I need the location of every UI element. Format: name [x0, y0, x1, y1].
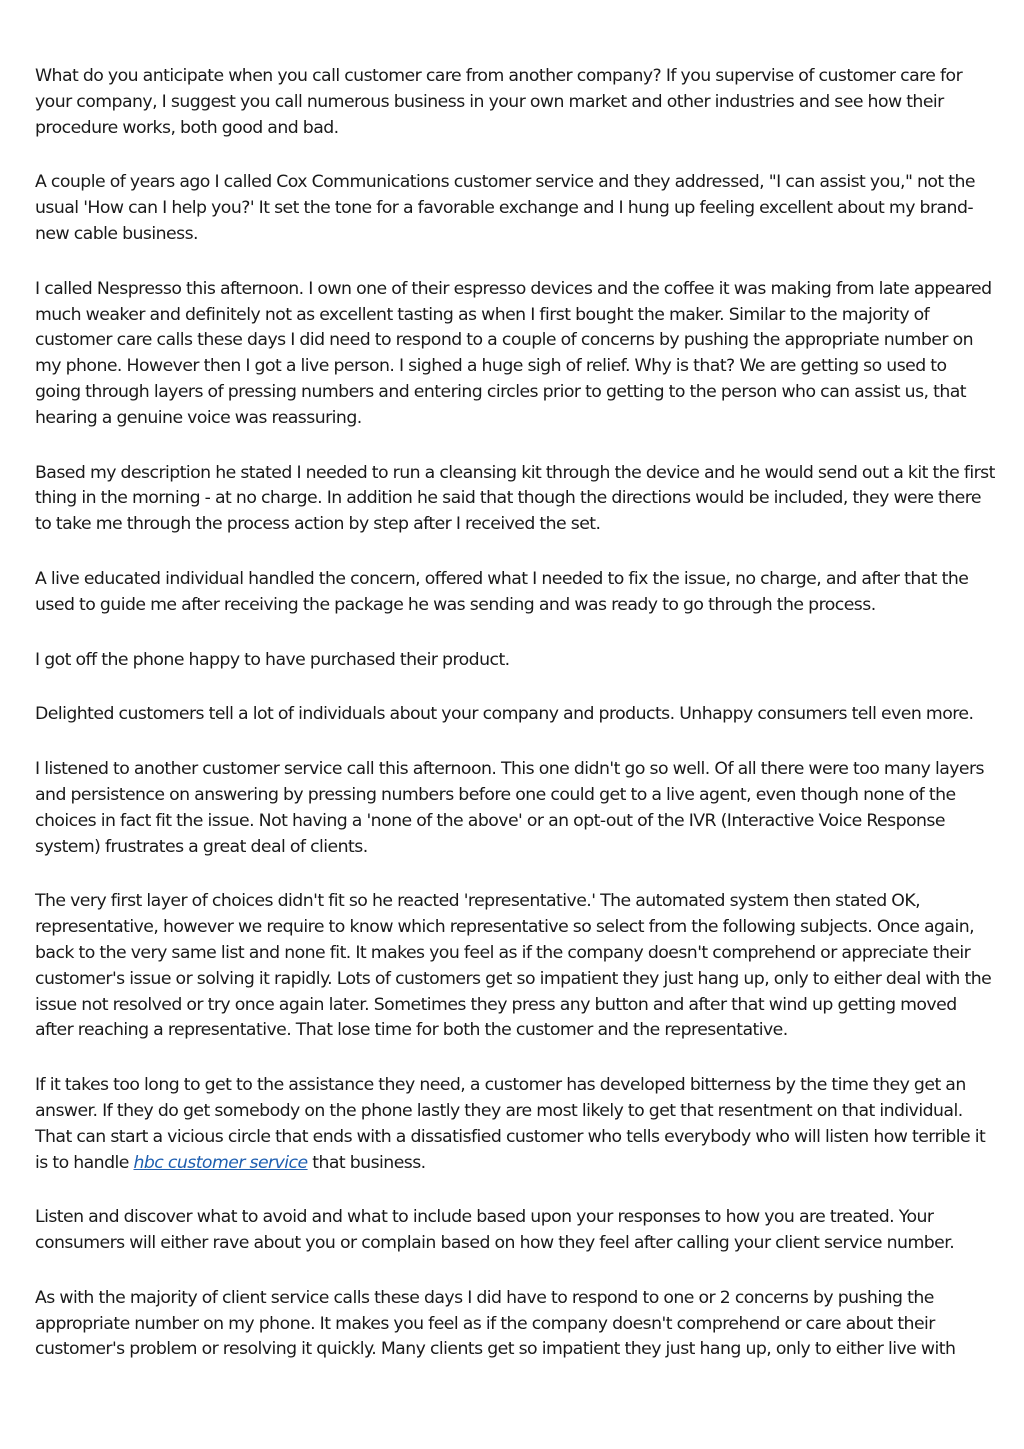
paragraph-10-text-before-link: If it takes too long to get to the assistance they need, a customer has developed bitterness by the time they get an answer. If they do get somebody on the phone lastly they are most likely to get that resentment on that individual. That can start a vicious circle that ends with a dissatisfied customer who tells everybody who will listen how terrible it is to handle	[35, 1075, 986, 1173]
paragraph-10-text-after-link: that business.	[307, 1152, 426, 1173]
paragraph-11: Listen and discover what to avoid and what to include based upon your responses to how you are treated. Your consumers will either rave about you or complain based on how they feel after calling your client service number.	[35, 1207, 955, 1254]
paragraph-2: A couple of years ago I called Cox Communications customer service and they addressed, "I can assist you," not the usual 'How can I help you?' It set the tone for a favorable exchange and I hung up feeling excellent about my brand-new cable business.	[35, 172, 975, 244]
paragraph-12: As with the majority of client service calls these days I did have to respond to one or 2 concerns by pushing the appropriate number on my phone. It makes you feel as if the company doesn't comprehend or care about their customer's problem or resolving it quickly. Many clients get so impatient they just hang up, only to either live with	[35, 1287, 956, 1360]
paragraph-4: Based my description he stated I needed to run a cleansing kit through the device and he would send out a kit the first thing in the morning - at no charge. In addition he said that though the directions would be included, they were there to take me through the process action by step after I received the set.	[35, 462, 995, 535]
document-body	[35, 64, 995, 1392]
paragraph-5: A live educated individual handled the concern, offered what I needed to fix the issue, no charge, and after that the used to guide me after receiving the package he was sending and was ready to go through the process.	[35, 568, 969, 615]
paragraph-3: I called Nespresso this afternoon. I own one of their espresso devices and the coffee it was making from late appeared much weaker and definitely not as excellent tasting as when I first bought the maker. Similar to the majority of customer care calls these days I did need to respond to a couple of concerns by pushing the appropriate number on my phone. However then I got a live person. I sighed a huge sigh of relief. Why is that? We are getting so used to going through layers of pressing numbers and entering circles prior to getting to the person who can assist us, that hearing a genuine voice was reassuring.	[35, 278, 992, 428]
paragraph-10	[35, 1073, 995, 1176]
paragraph-9: The very first layer of choices didn't fit so he reacted 'representative.' The automated system then stated OK, representative, however we require to know which representative so select from the following subjects. Once again, back to the very same list and none fit. It makes you feel as if the company doesn't comprehend or appreciate their customer's issue or solving it rapidly. Lots of customers get so impatient they just hang up, only to either deal with the issue not resolved or try once again later. Sometimes they press any button and after that wind up getting moved after reaching a representative. That lose time for both the customer and the representative.	[35, 891, 992, 1041]
paragraph-7: Delighted customers tell a lot of individuals about your company and products. Unhappy consumers tell even more.	[35, 704, 974, 725]
paragraph-8: I listened to another customer service call this afternoon. This one didn't go so well. Of all there were too many layers and persistence on answering by pressing numbers before one could get to a live agent, even though none of the choices in fact fit the issue. Not having a 'none of the above' or an opt-out of the IVR (Interactive Voice Response system) frustrates a great deal of clients.	[35, 759, 985, 857]
hbc-customer-service-link[interactable]: hbc customer service	[133, 1152, 308, 1173]
paragraph-6: I got off the phone happy to have purchased their product.	[35, 649, 510, 670]
paragraph-1: What do you anticipate when you call customer care from another company? If you supervise of customer care for your company, I suggest you call numerous business in your own market and other industries and see how their procedure works, both good and bad.	[35, 66, 963, 138]
